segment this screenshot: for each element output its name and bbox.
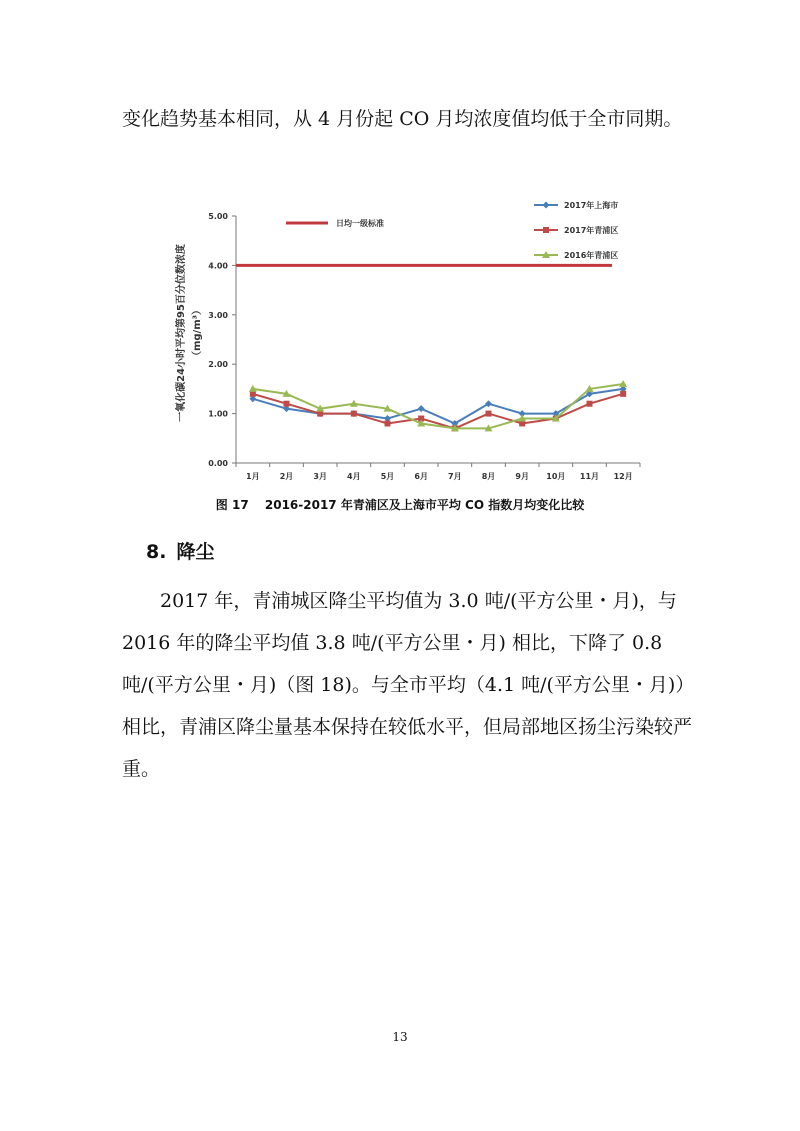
x-tick-label: 2月	[279, 472, 294, 481]
co-line-chart	[140, 188, 660, 488]
section-title: 降尘	[176, 541, 215, 563]
x-tick-label: 7月	[448, 472, 462, 481]
x-tick-label: 3月	[313, 472, 327, 481]
body-paragraph: 2017 年，青浦城区降尘平均值为 3.0 吨/(平方公里・月)，与 2016 年的降尘平均值 3.8 吨/(平方公里・月) 相比，下降了 0.8 吨/(平方公里・月)（图 18)。与全市平均（4.1 吨/(平方公里・月)）相比，青浦区降尘量基本保持在较低水平，但局部地区扬尘污染较严重。	[122, 590, 693, 780]
series-group	[249, 380, 627, 431]
data-point-square	[351, 411, 357, 417]
y-axis-label	[174, 244, 203, 422]
legend-standard-label: 日均一级标准	[336, 219, 384, 228]
x-tick-label: 6月	[414, 472, 428, 481]
legend-label: 2016年青浦区	[564, 251, 619, 260]
x-tick-label: 12月	[613, 472, 633, 481]
figure-caption-label: 图 17	[215, 498, 249, 512]
figure-caption	[0, 496, 800, 513]
y-tick-label: 3.00	[208, 310, 228, 320]
y-axis-label-text: 一氧化碳24小时平均第95百分位数浓度	[176, 244, 187, 422]
y-tick-label: 1.00	[208, 409, 228, 419]
x-tick-label: 8月	[481, 472, 496, 481]
section-number: 8.	[146, 541, 167, 563]
y-tick-label: 2.00	[208, 360, 228, 370]
legend-label: 2017年青浦区	[564, 226, 619, 235]
y-tick-label: 0.00	[208, 459, 228, 468]
data-point-square	[587, 401, 593, 407]
x-tick-label: 1月	[246, 472, 260, 481]
page-number: 13	[392, 1030, 408, 1044]
x-tick-label: 5月	[380, 472, 395, 481]
x-tick-label: 11月	[579, 472, 600, 481]
data-point-square	[486, 411, 492, 417]
series-line	[253, 389, 623, 424]
data-point-square	[284, 401, 290, 407]
y-tick-label: 4.00	[208, 261, 228, 271]
y-tick-label: 5.00	[208, 212, 228, 221]
x-tick-label: 4月	[347, 472, 361, 481]
x-tick-label: 9月	[515, 472, 529, 481]
data-point-diamond	[543, 202, 550, 209]
section-heading	[146, 537, 224, 564]
data-point-square	[620, 391, 626, 397]
series-line	[253, 394, 623, 429]
intro-paragraph: 变化趋势基本相同，从 4 月份起 CO 月均浓度值均低于全市同期。	[122, 108, 683, 130]
data-point-square	[543, 227, 549, 233]
legend-label: 2017年上海市	[564, 201, 619, 210]
y-axis-unit: （mg/m³）	[192, 304, 203, 362]
figure-caption-text: 2016-2017 年青浦区及上海市平均 CO 指数月均变化比较	[264, 498, 585, 512]
data-point-diamond	[418, 405, 425, 412]
chart-legend	[286, 200, 618, 260]
data-point-square	[385, 420, 391, 426]
x-tick-label: 10月	[546, 472, 566, 481]
